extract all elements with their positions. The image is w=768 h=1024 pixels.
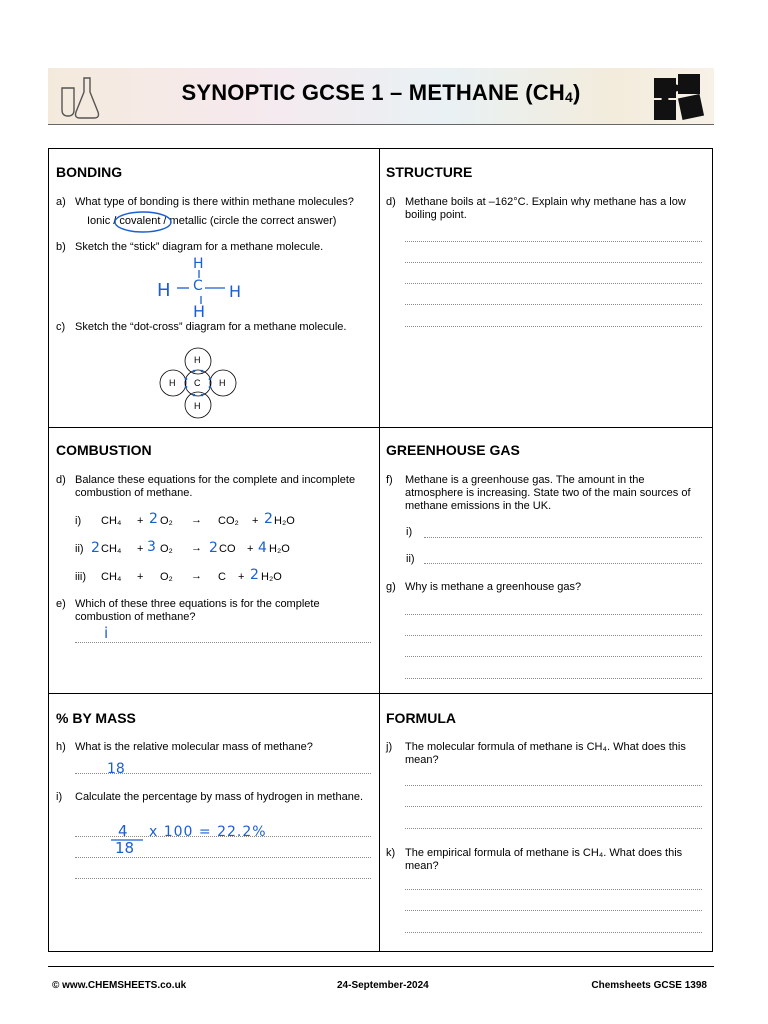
equation-i-product1: CO₂ <box>218 515 239 527</box>
answer-coef-i-o2[interactable]: 2 <box>149 511 158 527</box>
equation-ii-number: ii) <box>75 543 84 555</box>
stick-top-h: H <box>193 256 204 272</box>
answer-coef-iii-h2o[interactable]: 2 <box>250 567 259 583</box>
footer-website: © www.CHEMSHEETS.co.uk <box>52 980 187 991</box>
equation-ii-product1: CO <box>219 543 236 555</box>
equation-plus: + <box>137 571 144 583</box>
answer-i-denominator[interactable]: 18 <box>115 839 135 857</box>
answer-line[interactable] <box>75 857 371 858</box>
answer-h[interactable]: 18 <box>107 761 125 777</box>
answer-i-result[interactable]: x 100 = 22.2% <box>149 824 267 840</box>
dotcross-center-c: C <box>194 378 201 388</box>
stick-right-h: H <box>229 282 242 301</box>
equation-i-number: i) <box>75 515 82 527</box>
answer-coef-ii-ch4[interactable]: 2 <box>91 540 100 556</box>
equation-plus: + <box>238 571 245 583</box>
stick-left-h: H <box>157 280 171 301</box>
stick-bottom-h: H <box>193 302 206 321</box>
answer-line[interactable] <box>405 910 702 911</box>
answer-e[interactable]: i <box>104 624 109 642</box>
worksheet-grid: BONDING a) What type of bonding is there within methane molecules? Ionic / covalent / metallic (circle the correct answer) b) Sketch the “stick” diagram for a methane molecule. H H C H H c) Sketch the “dot-cross” diagram for a methane molecule. H H C H H STRUCTURE d) Methane boils at –162°C. Explain why methane has a low boiling point. COMBUSTION d) Balance these equations for the complete and incomplete combustion of methane. i) CH₄ + 2 O₂ → CO₂ + 2 H₂O ii) 2 CH₄ + 3 O₂ → 2 CO + 4 H₂O iii) CH₄ + O₂ → C + 2 H₂O e) Which of these three equations is for the complete combustion of methane? i GREENHOUSE GAS f) Methane is a greenhouse gas. The amount in the atmosphere is increasing. State two of the main sources of methane emissions in the UK. i) ii) g) Why is methane a greenhouse gas? % BY MASS h) What is the relative molecular mass of methane? 18 i) Calculate the percentage by mass of hydrogen in methane. 4 18 x 100 = 22.2% FORMULA j) The molecular formula of methane is CH₄. What does this mean? k) The empirical formula of methane is CH₄. What does this mean? <box>48 148 713 952</box>
section-title-formula: FORMULA <box>386 710 456 726</box>
footer-divider <box>48 966 714 967</box>
footer-reference: Chemsheets GCSE 1398 <box>591 980 707 991</box>
puzzle-icon <box>652 72 704 122</box>
equation-ii-reactant2: O₂ <box>160 543 173 555</box>
arrow-icon: → <box>191 542 202 554</box>
answer-line[interactable] <box>75 836 371 837</box>
answer-line[interactable] <box>405 785 702 786</box>
answer-line[interactable] <box>405 635 702 636</box>
column-divider <box>379 149 380 951</box>
bonding-options: Ionic / covalent / metallic (circle the correct answer) <box>87 215 337 227</box>
equation-ii-reactant1: CH₄ <box>101 543 122 555</box>
answer-line[interactable] <box>405 614 702 615</box>
equation-iii-reactant2: O₂ <box>160 571 173 583</box>
answer-line[interactable] <box>75 773 371 774</box>
equation-plus: + <box>247 543 254 555</box>
section-title-structure: STRUCTURE <box>386 164 473 180</box>
answer-line[interactable] <box>75 642 371 643</box>
answer-line[interactable] <box>75 878 371 879</box>
stick-center-c: C <box>193 278 203 294</box>
section-title-by-mass: % BY MASS <box>56 710 136 726</box>
answer-line[interactable] <box>405 678 702 679</box>
answer-i-numerator[interactable]: 4 <box>118 822 128 840</box>
arrow-icon: → <box>191 514 202 526</box>
stick-bonds <box>149 254 249 324</box>
equation-plus: + <box>252 515 259 527</box>
equation-ii-product2: H₂O <box>269 543 290 555</box>
header-banner <box>48 68 714 125</box>
equation-i-reactant2: O₂ <box>160 515 173 527</box>
dotcross-bottom-h: H <box>194 401 201 411</box>
answer-line[interactable] <box>405 262 702 263</box>
covalent-circle-mark <box>113 209 177 235</box>
dotcross-top-h: H <box>194 355 201 365</box>
answer-label-i: i) <box>406 526 413 538</box>
answer-line[interactable] <box>424 563 702 564</box>
page-title: SYNOPTIC GCSE 1 – METHANE $(CH_4)$ <box>181 80 581 105</box>
answer-line[interactable] <box>405 241 702 242</box>
section-title-greenhouse: GREENHOUSE GAS <box>386 442 520 458</box>
equation-iii-product1: C <box>218 571 226 583</box>
answer-coef-ii-co[interactable]: 2 <box>209 540 218 556</box>
equation-i-product2: H₂O <box>274 515 295 527</box>
equation-plus: + <box>137 515 144 527</box>
answer-line[interactable] <box>405 656 702 657</box>
equation-iii-number: iii) <box>75 571 86 583</box>
answer-label-ii: ii) <box>406 553 415 565</box>
answer-coef-i-h2o[interactable]: 2 <box>264 511 273 527</box>
equation-iii-reactant1: CH₄ <box>101 571 122 583</box>
equation-plus: + <box>137 543 144 555</box>
footer-date: 24-September-2024 <box>337 980 429 991</box>
answer-line[interactable] <box>424 537 702 538</box>
row-divider <box>49 427 712 428</box>
answer-line[interactable] <box>405 889 702 890</box>
answer-line[interactable] <box>405 828 702 829</box>
section-title-bonding: BONDING <box>56 164 123 180</box>
answer-line[interactable] <box>405 304 702 305</box>
answer-coef-ii-h2o[interactable]: 4 <box>258 540 267 556</box>
answer-line[interactable] <box>405 806 702 807</box>
section-title-combustion: COMBUSTION <box>56 442 152 458</box>
answer-line[interactable] <box>405 932 702 933</box>
answer-coef-ii-o2[interactable]: 3 <box>147 539 156 555</box>
row-divider <box>49 693 712 694</box>
equation-iii-product2: H₂O <box>261 571 282 583</box>
answer-line[interactable] <box>405 326 702 327</box>
arrow-icon: → <box>191 570 202 582</box>
dotcross-left-h: H <box>169 378 176 388</box>
dotcross-right-h: H <box>219 378 226 388</box>
equation-i-reactant1: CH₄ <box>101 515 122 527</box>
answer-line[interactable] <box>405 283 702 284</box>
